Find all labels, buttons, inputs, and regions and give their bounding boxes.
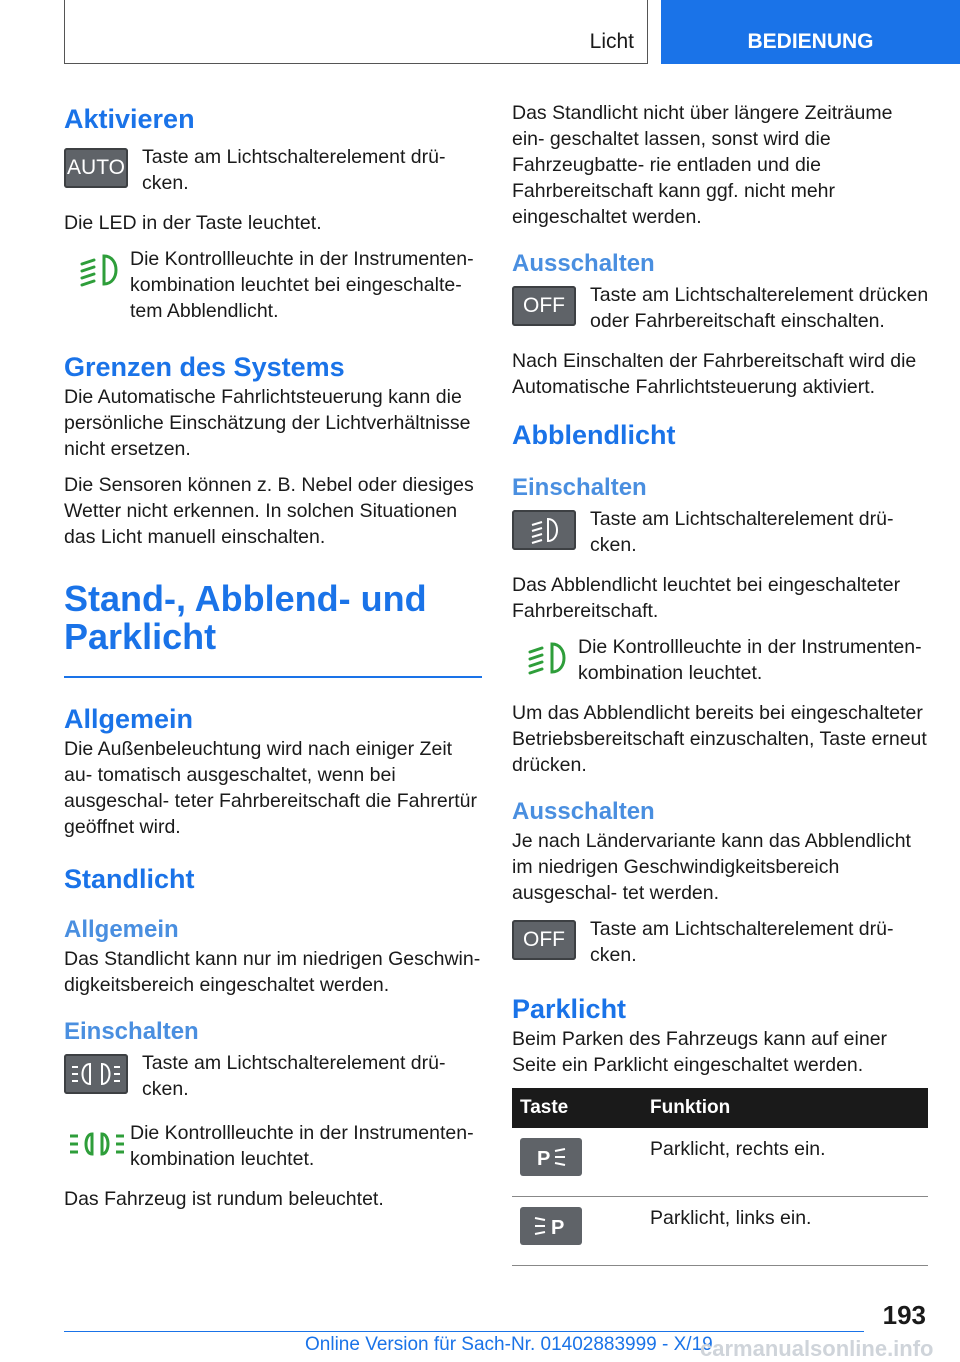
standlicht-press-text: Taste am Lichtschalterelement drü‐ cken. — [142, 1052, 446, 1100]
heading-abblendlicht: Abblendlicht — [512, 420, 676, 450]
side-light-indicator-row — [64, 1120, 482, 1172]
grenzen-p2: Die Sensoren können z. B. Nebel oder diesiges Wetter nicht erkennen. In solchen Situationen das Licht manuell einschalten. — [64, 474, 474, 548]
off-button-row-2 — [512, 916, 930, 968]
allgemein-p1: Die Außenbeleuchtung wird nach einiger Zeit au‐ tomatisch ausgeschaltet, wenn bei ausgeschal‐ teter Fahrbereitschaft die Fahrertür geöffnet wird. — [64, 738, 477, 838]
off-button-icon — [512, 286, 576, 326]
svg-text:P: P — [551, 1217, 565, 1239]
abblendlicht-indicator-row — [512, 634, 930, 686]
header-tab-bedienung[interactable]: BEDIENUNG — [661, 0, 960, 64]
auto-label: AUTO — [67, 156, 125, 179]
table-cell-key — [512, 1197, 642, 1266]
subheading-standlicht-einschalten: Einschalten — [64, 1018, 199, 1045]
side-light-indicator-icon — [64, 1124, 128, 1164]
table-cell-func: Parklicht, rechts ein. — [642, 1128, 928, 1197]
auto-button-row — [64, 144, 482, 196]
svg-text:P: P — [537, 1148, 551, 1170]
main-title: Stand-, Abblend- und Parklicht — [64, 578, 427, 657]
heading-parklicht: Parklicht — [512, 994, 627, 1024]
footer-rule — [64, 1331, 864, 1332]
heading-grenzen: Grenzen des Systems — [64, 352, 345, 382]
low-beam-button-icon — [512, 510, 576, 550]
auto-press-text: Taste am Lichtschalterelement drü‐ cken. — [142, 146, 446, 194]
table-cell-key — [512, 1128, 642, 1197]
ausschalten-press-text: Taste am Lichtschalterelement drücken oder Fahrbereitschaft einschalten. — [590, 284, 929, 332]
subheading-abblendlicht-einschalten: Einschalten — [512, 474, 647, 501]
parking-light-right-icon — [520, 1138, 582, 1176]
side-light-glyph-icon — [68, 1059, 124, 1089]
lowbeam-indicator-row — [64, 246, 482, 324]
watermark: carmanualsonline.info — [700, 1336, 934, 1361]
lowbeam-indicator-text: Die Kontrollleuchte in der Instrumenten‐ kombination leuchtet bei eingeschalte‐ tem Abblendlicht. — [130, 248, 474, 322]
table-header-row — [512, 1088, 928, 1128]
abblendlicht-p2: Um das Abblendlicht bereits bei eingeschalteter Betriebsbereitschaft einzuschalten, Taste erneut drücken. — [512, 702, 927, 776]
standlicht-p1: Das Standlicht kann nur im niedrigen Geschwin‐ digkeitsbereich eingeschaltet werden. — [64, 948, 481, 996]
left-column — [64, 100, 482, 1222]
table-row — [512, 1197, 928, 1266]
abblendlicht-p1: Das Abblendlicht leuchtet bei eingeschalteter Fahrbereitschaft. — [512, 574, 901, 622]
heading-ausschalten-1: Ausschalten — [512, 250, 655, 277]
abblendlicht-off-text: Taste am Lichtschalterelement drü‐ cken. — [590, 918, 894, 966]
parking-light-button-row — [64, 1050, 482, 1102]
off-button-row-1 — [512, 282, 930, 334]
title-rule — [64, 676, 482, 678]
heading-allgemein: Allgemein — [64, 704, 194, 734]
heading-standlicht: Standlicht — [64, 864, 195, 894]
off-label-2: OFF — [523, 928, 565, 951]
led-text: Die LED in der Taste leuchtet. — [64, 212, 322, 234]
table-cell-func: Parklicht, links ein. — [642, 1197, 928, 1266]
header-box — [64, 0, 648, 64]
parking-light-left-icon — [520, 1207, 582, 1245]
ausschalten-p1: Nach Einschalten der Fahrbereitschaft wird die Automatische Fahrlichtsteuerung aktiviert. — [512, 350, 917, 398]
page-number: 193 — [882, 1300, 926, 1330]
footer-online-version: Online Version für Sach-Nr. 01402883999 - X/19 — [305, 1334, 713, 1355]
grenzen-p1: Die Automatische Fahrlichtsteuerung kann die persönliche Einschätzung der Lichtverhältnisse nicht ersetzen. — [64, 386, 471, 460]
off-label: OFF — [523, 294, 565, 317]
header-section-title: Licht — [589, 30, 634, 53]
abblendlicht-indicator-text: Die Kontrollleuchte in der Instrumenten‐ kombination leuchtet. — [578, 636, 922, 684]
off-button-icon-2 — [512, 920, 576, 960]
side-light-button-icon — [64, 1054, 128, 1094]
low-beam-indicator-icon-2 — [512, 638, 576, 678]
low-beam-glyph-icon — [524, 515, 564, 545]
parklicht-p1: Beim Parken des Fahrzeugs kann auf einer Seite ein Parklicht eingeschaltet werden. — [512, 1028, 888, 1076]
table-header-funktion: Funktion — [642, 1088, 928, 1128]
low-beam-indicator-icon — [64, 250, 128, 290]
subheading-abblendlicht-ausschalten: Ausschalten — [512, 798, 655, 825]
auto-button-icon — [64, 148, 128, 188]
abblendlicht-p3: Je nach Ländervariante kann das Abblendlicht im niedrigen Geschwindigkeitsbereich ausgeschal‐ tet werden. — [512, 830, 911, 904]
table-header-taste: Taste — [512, 1088, 642, 1128]
standlicht-p2: Das Fahrzeug ist rundum beleuchtet. — [64, 1188, 384, 1210]
right-column — [512, 100, 930, 1266]
right-top-paragraph: Das Standlicht nicht über längere Zeiträume ein‐ geschaltet lassen, sonst wird die Fahrzeugbatte‐ rie entladen und die Fahrbereitschaft kann ggf. nicht mehr eingeschaltet werden. — [512, 102, 893, 228]
parklicht-table — [512, 1088, 928, 1266]
lowbeam-button-row — [512, 506, 930, 558]
table-row — [512, 1128, 928, 1197]
heading-aktivieren: Aktivieren — [64, 104, 195, 134]
abblendlicht-press-text: Taste am Lichtschalterelement drü‐ cken. — [590, 508, 894, 556]
side-light-indicator-text: Die Kontrollleuchte in der Instrumenten‐ kombination leuchtet. — [130, 1122, 474, 1170]
subheading-standlicht-allgemein: Allgemein — [64, 916, 179, 943]
